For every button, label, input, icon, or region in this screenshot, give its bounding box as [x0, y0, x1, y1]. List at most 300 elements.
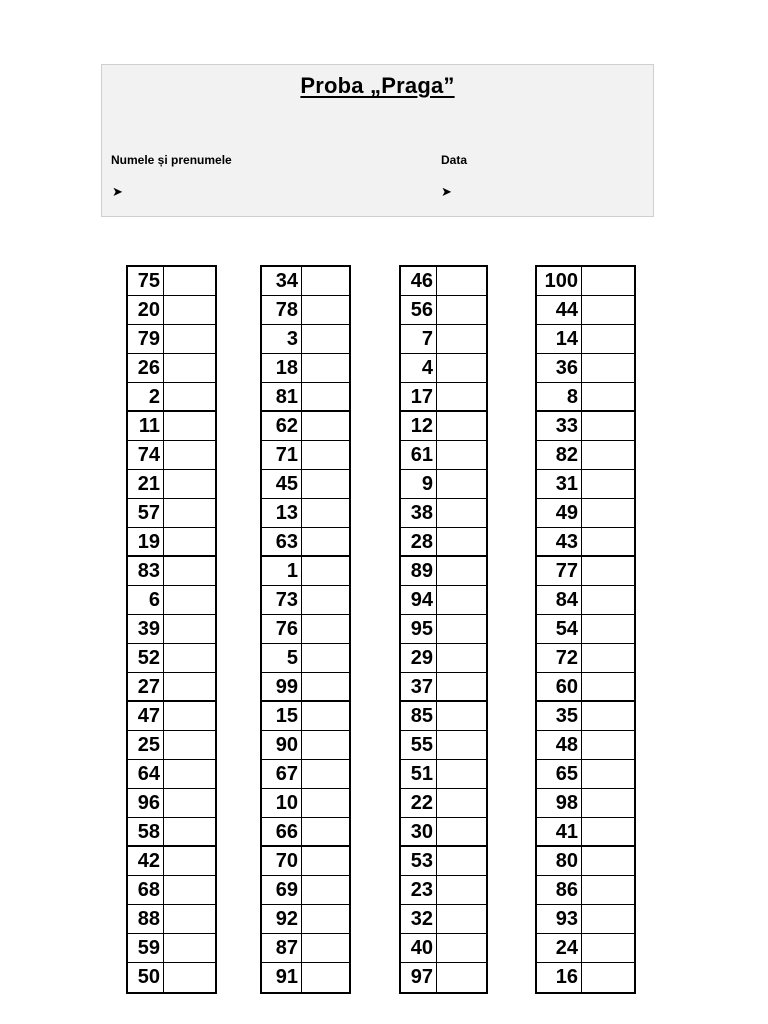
answer-cell[interactable] — [582, 586, 634, 614]
table-row — [537, 731, 634, 760]
number-cell: 52 — [128, 644, 164, 672]
table-row — [537, 673, 634, 702]
answer-cell[interactable] — [582, 789, 634, 817]
answer-cell[interactable] — [437, 876, 486, 904]
table-row — [128, 383, 215, 412]
answer-cell[interactable] — [437, 499, 486, 527]
date-field-label: Data — [441, 153, 468, 167]
number-cell: 17 — [401, 383, 437, 410]
table-row — [401, 760, 486, 789]
table-row — [128, 557, 215, 586]
answer-cell[interactable] — [582, 731, 634, 759]
number-cell: 28 — [401, 528, 437, 555]
number-cell: 40 — [401, 934, 437, 962]
answer-cell[interactable] — [437, 267, 486, 295]
table-row — [537, 847, 634, 876]
number-cell: 76 — [262, 615, 302, 643]
answer-cell[interactable] — [164, 847, 215, 875]
answer-cell[interactable] — [302, 615, 349, 643]
table-row — [537, 934, 634, 963]
number-cell: 66 — [262, 818, 302, 845]
number-cell: 54 — [537, 615, 582, 643]
table-row — [401, 818, 486, 847]
answer-cell[interactable] — [437, 383, 486, 410]
answer-cell[interactable] — [582, 615, 634, 643]
table-row — [537, 325, 634, 354]
table-row — [262, 615, 349, 644]
answer-cell[interactable] — [437, 731, 486, 759]
answer-cell[interactable] — [302, 470, 349, 498]
number-cell: 61 — [401, 441, 437, 469]
number-cell: 5 — [262, 644, 302, 672]
table-row — [401, 296, 486, 325]
number-cell: 39 — [128, 615, 164, 643]
number-cell: 77 — [537, 557, 582, 585]
answer-cell[interactable] — [582, 296, 634, 324]
table-row — [401, 644, 486, 673]
answer-cell[interactable] — [437, 528, 486, 555]
table-row — [128, 325, 215, 354]
number-cell: 10 — [262, 789, 302, 817]
table-row — [262, 673, 349, 702]
answer-cell[interactable] — [582, 325, 634, 353]
page-title: Proba „Praga” — [300, 73, 455, 98]
answer-cell[interactable] — [164, 905, 215, 933]
answer-cell[interactable] — [437, 557, 486, 585]
table-row — [262, 702, 349, 731]
table-row — [262, 760, 349, 789]
table-row — [537, 818, 634, 847]
answer-cell[interactable] — [164, 354, 215, 382]
table-row — [401, 412, 486, 441]
answer-cell[interactable] — [437, 702, 486, 730]
table-row — [128, 644, 215, 673]
table-row — [537, 905, 634, 934]
number-cell: 12 — [401, 412, 437, 440]
table-row — [128, 934, 215, 963]
answer-cell[interactable] — [437, 963, 486, 992]
number-cell: 73 — [262, 586, 302, 614]
table-row — [401, 383, 486, 412]
number-cell: 95 — [401, 615, 437, 643]
number-cell: 86 — [537, 876, 582, 904]
answer-cell[interactable] — [302, 441, 349, 469]
answer-cell[interactable] — [582, 818, 634, 845]
name-field-label: Numele și prenumele — [111, 153, 232, 167]
table-row — [537, 586, 634, 615]
answer-cell[interactable] — [164, 644, 215, 672]
answer-cell[interactable] — [582, 383, 634, 410]
number-cell: 91 — [262, 963, 302, 992]
number-cell: 74 — [128, 441, 164, 469]
number-cell: 100 — [537, 267, 582, 295]
number-cell: 37 — [401, 673, 437, 700]
number-cell: 57 — [128, 499, 164, 527]
answer-cell[interactable] — [302, 499, 349, 527]
table-row — [537, 876, 634, 905]
table-row — [262, 354, 349, 383]
number-cell: 20 — [128, 296, 164, 324]
number-cell: 41 — [537, 818, 582, 845]
number-cell: 16 — [537, 963, 582, 992]
number-cell: 89 — [401, 557, 437, 585]
table-row — [401, 934, 486, 963]
answer-cell[interactable] — [302, 528, 349, 555]
answer-cell[interactable] — [437, 441, 486, 469]
table-row — [401, 267, 486, 296]
number-cell: 13 — [262, 499, 302, 527]
answer-cell[interactable] — [437, 644, 486, 672]
number-cell: 8 — [537, 383, 582, 410]
table-row — [128, 818, 215, 847]
number-cell: 22 — [401, 789, 437, 817]
table-row — [128, 847, 215, 876]
answer-cell[interactable] — [164, 528, 215, 555]
table-row — [401, 354, 486, 383]
table-row — [401, 615, 486, 644]
answer-cell[interactable] — [302, 731, 349, 759]
answer-cell[interactable] — [302, 702, 349, 730]
answer-cell[interactable] — [437, 354, 486, 382]
number-cell: 44 — [537, 296, 582, 324]
answer-cell[interactable] — [582, 934, 634, 962]
table-row — [262, 412, 349, 441]
answer-cell[interactable] — [302, 644, 349, 672]
table-row — [128, 760, 215, 789]
number-cell: 79 — [128, 325, 164, 353]
answer-cell[interactable] — [164, 818, 215, 845]
number-cell: 69 — [262, 876, 302, 904]
number-cell: 64 — [128, 760, 164, 788]
number-cell: 81 — [262, 383, 302, 410]
answer-cell[interactable] — [582, 847, 634, 875]
table-row — [401, 325, 486, 354]
answer-cell[interactable] — [164, 702, 215, 730]
answer-cell[interactable] — [302, 847, 349, 875]
table-row — [128, 905, 215, 934]
answer-cell[interactable] — [437, 934, 486, 962]
table-row — [401, 470, 486, 499]
number-cell: 75 — [128, 267, 164, 295]
answer-cell[interactable] — [437, 296, 486, 324]
number-cell: 11 — [128, 412, 164, 440]
answer-cell[interactable] — [164, 963, 215, 992]
table-row — [401, 963, 486, 992]
table-row — [262, 383, 349, 412]
table-row — [262, 586, 349, 615]
number-cell: 58 — [128, 818, 164, 845]
answer-cell[interactable] — [302, 876, 349, 904]
number-cell: 49 — [537, 499, 582, 527]
number-cell: 3 — [262, 325, 302, 353]
answer-cell[interactable] — [582, 963, 634, 992]
number-cell: 84 — [537, 586, 582, 614]
answer-cell[interactable] — [582, 470, 634, 498]
answer-cell[interactable] — [164, 383, 215, 410]
table-row — [128, 702, 215, 731]
number-cell: 87 — [262, 934, 302, 962]
table-row — [128, 296, 215, 325]
answer-cell[interactable] — [302, 905, 349, 933]
table-row — [537, 354, 634, 383]
table-row — [128, 731, 215, 760]
number-cell: 72 — [537, 644, 582, 672]
number-cell: 96 — [128, 789, 164, 817]
table-row — [537, 615, 634, 644]
table-row — [401, 731, 486, 760]
table-row — [262, 267, 349, 296]
number-cell: 90 — [262, 731, 302, 759]
number-cell: 99 — [262, 673, 302, 700]
table-row — [537, 296, 634, 325]
table-row — [537, 760, 634, 789]
number-cell: 59 — [128, 934, 164, 962]
answer-cell[interactable] — [437, 905, 486, 933]
name-arrow-icon: ➤ — [112, 184, 123, 199]
answer-cell[interactable] — [437, 615, 486, 643]
table-row — [401, 528, 486, 557]
table-row — [262, 528, 349, 557]
answer-cell[interactable] — [302, 963, 349, 992]
number-cell: 9 — [401, 470, 437, 498]
table-row — [262, 441, 349, 470]
table-row — [401, 847, 486, 876]
answer-cell[interactable] — [164, 499, 215, 527]
table-row — [128, 528, 215, 557]
number-cell: 65 — [537, 760, 582, 788]
answer-cell[interactable] — [582, 702, 634, 730]
table-row — [401, 905, 486, 934]
table-row — [401, 789, 486, 818]
number-cell: 27 — [128, 673, 164, 700]
number-cell: 68 — [128, 876, 164, 904]
table-row — [537, 412, 634, 441]
table-row — [537, 557, 634, 586]
number-cell: 82 — [537, 441, 582, 469]
answer-cell[interactable] — [437, 789, 486, 817]
answer-cell[interactable] — [164, 876, 215, 904]
answer-cell[interactable] — [164, 934, 215, 962]
number-cell: 47 — [128, 702, 164, 730]
table-row — [262, 963, 349, 992]
answer-cell[interactable] — [164, 615, 215, 643]
table-row — [128, 441, 215, 470]
answer-cell[interactable] — [164, 267, 215, 295]
answer-cell[interactable] — [437, 586, 486, 614]
table-row — [128, 876, 215, 905]
number-cell: 7 — [401, 325, 437, 353]
number-cell: 23 — [401, 876, 437, 904]
number-cell: 38 — [401, 499, 437, 527]
number-cell: 31 — [537, 470, 582, 498]
number-cell: 35 — [537, 702, 582, 730]
table-row — [537, 528, 634, 557]
answer-cell[interactable] — [164, 731, 215, 759]
number-cell: 88 — [128, 905, 164, 933]
number-cell: 93 — [537, 905, 582, 933]
number-cell: 94 — [401, 586, 437, 614]
number-cell: 24 — [537, 934, 582, 962]
table-row — [262, 470, 349, 499]
number-cell: 51 — [401, 760, 437, 788]
number-cell: 80 — [537, 847, 582, 875]
number-table-3 — [399, 265, 488, 994]
answer-cell[interactable] — [582, 644, 634, 672]
number-cell: 33 — [537, 412, 582, 440]
number-cell: 6 — [128, 586, 164, 614]
number-cell: 70 — [262, 847, 302, 875]
table-row — [262, 325, 349, 354]
number-table-4 — [535, 265, 636, 994]
table-row — [401, 499, 486, 528]
table-row — [401, 673, 486, 702]
number-cell: 25 — [128, 731, 164, 759]
number-cell: 62 — [262, 412, 302, 440]
table-row — [401, 586, 486, 615]
table-row — [537, 644, 634, 673]
table-row — [128, 470, 215, 499]
answer-cell[interactable] — [302, 267, 349, 295]
answer-cell[interactable] — [302, 789, 349, 817]
number-cell: 56 — [401, 296, 437, 324]
answer-cell[interactable] — [582, 557, 634, 585]
answer-cell[interactable] — [437, 760, 486, 788]
number-cell: 60 — [537, 673, 582, 700]
table-row — [537, 702, 634, 731]
answer-cell[interactable] — [164, 412, 215, 440]
answer-cell[interactable] — [302, 296, 349, 324]
answer-cell[interactable] — [437, 412, 486, 440]
number-cell: 14 — [537, 325, 582, 353]
number-cell: 83 — [128, 557, 164, 585]
table-row — [128, 412, 215, 441]
answer-cell[interactable] — [302, 586, 349, 614]
answer-cell[interactable] — [302, 818, 349, 845]
table-row — [262, 934, 349, 963]
answer-cell[interactable] — [582, 412, 634, 440]
table-row — [537, 441, 634, 470]
table-row — [262, 499, 349, 528]
number-cell: 98 — [537, 789, 582, 817]
answer-cell[interactable] — [302, 673, 349, 700]
table-row — [128, 673, 215, 702]
answer-cell[interactable] — [582, 499, 634, 527]
answer-cell[interactable] — [582, 528, 634, 555]
answer-cell[interactable] — [302, 325, 349, 353]
answer-cell[interactable] — [582, 354, 634, 382]
answer-cell[interactable] — [164, 789, 215, 817]
number-cell: 50 — [128, 963, 164, 992]
table-row — [401, 441, 486, 470]
table-row — [128, 615, 215, 644]
table-row — [262, 876, 349, 905]
number-cell: 97 — [401, 963, 437, 992]
answer-cell[interactable] — [437, 673, 486, 700]
table-row — [401, 702, 486, 731]
answer-cell[interactable] — [582, 876, 634, 904]
table-row — [262, 789, 349, 818]
number-cell: 1 — [262, 557, 302, 585]
table-row — [128, 499, 215, 528]
number-cell: 63 — [262, 528, 302, 555]
answer-cell[interactable] — [302, 412, 349, 440]
answer-cell[interactable] — [164, 470, 215, 498]
number-cell: 92 — [262, 905, 302, 933]
answer-cell[interactable] — [302, 383, 349, 410]
number-cell: 71 — [262, 441, 302, 469]
answer-cell[interactable] — [164, 760, 215, 788]
number-cell: 46 — [401, 267, 437, 295]
number-table-1 — [126, 265, 217, 994]
number-cell: 48 — [537, 731, 582, 759]
table-row — [128, 789, 215, 818]
number-cell: 19 — [128, 528, 164, 555]
answer-cell[interactable] — [164, 673, 215, 700]
table-row — [537, 499, 634, 528]
number-cell: 36 — [537, 354, 582, 382]
table-row — [128, 586, 215, 615]
table-row — [262, 905, 349, 934]
number-cell: 55 — [401, 731, 437, 759]
answer-cell[interactable] — [302, 354, 349, 382]
answer-cell[interactable] — [164, 296, 215, 324]
table-row — [262, 644, 349, 673]
answer-cell[interactable] — [164, 441, 215, 469]
answer-cell[interactable] — [437, 847, 486, 875]
number-cell: 18 — [262, 354, 302, 382]
number-cell: 53 — [401, 847, 437, 875]
answer-cell[interactable] — [164, 325, 215, 353]
table-row — [537, 470, 634, 499]
answer-cell[interactable] — [437, 325, 486, 353]
answer-cell[interactable] — [437, 818, 486, 845]
number-table-2 — [260, 265, 351, 994]
table-row — [128, 267, 215, 296]
table-row — [128, 963, 215, 992]
number-cell: 85 — [401, 702, 437, 730]
table-row — [128, 354, 215, 383]
table-row — [401, 876, 486, 905]
answer-cell[interactable] — [582, 905, 634, 933]
answer-cell[interactable] — [582, 267, 634, 295]
table-row — [262, 818, 349, 847]
number-cell: 78 — [262, 296, 302, 324]
number-cell: 32 — [401, 905, 437, 933]
header-panel — [101, 64, 654, 217]
answer-cell[interactable] — [582, 760, 634, 788]
table-row — [262, 557, 349, 586]
table-row — [262, 296, 349, 325]
number-cell: 26 — [128, 354, 164, 382]
number-cell: 34 — [262, 267, 302, 295]
date-arrow-icon: ➤ — [441, 184, 452, 199]
number-cell: 67 — [262, 760, 302, 788]
answer-cell[interactable] — [302, 760, 349, 788]
answer-cell[interactable] — [164, 586, 215, 614]
table-row — [262, 731, 349, 760]
table-row — [537, 383, 634, 412]
table-row — [537, 267, 634, 296]
answer-cell[interactable] — [582, 441, 634, 469]
number-cell: 30 — [401, 818, 437, 845]
table-row — [537, 789, 634, 818]
answer-cell[interactable] — [582, 673, 634, 700]
answer-cell[interactable] — [164, 557, 215, 585]
answer-cell[interactable] — [302, 557, 349, 585]
answer-cell[interactable] — [437, 470, 486, 498]
table-row — [262, 847, 349, 876]
answer-cell[interactable] — [302, 934, 349, 962]
